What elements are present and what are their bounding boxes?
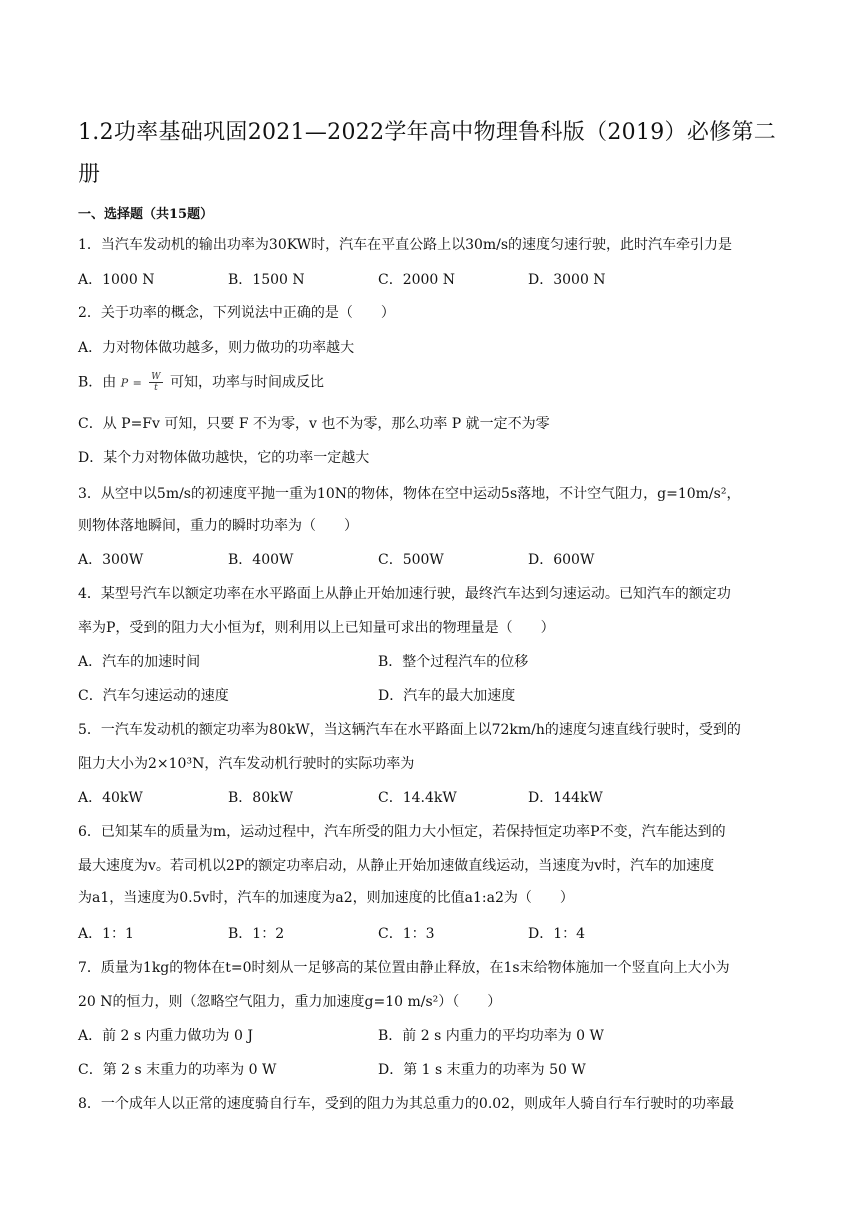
question-7-option-a: A．前 2 s 内重力做功为 0 J xyxy=(78,1028,253,1044)
question-1-option-b: B．1500 N xyxy=(228,272,305,288)
question-2-option-b xyxy=(78,372,324,394)
question-5-line-2: 阻力大小为2×10³N，汽车发动机行驶时的实际功率为 xyxy=(78,756,415,772)
question-4-option-a: A．汽车的加速时间 xyxy=(78,654,201,670)
fraction-numerator: W xyxy=(151,372,161,382)
question-4-option-d: D．汽车的最大加速度 xyxy=(378,688,516,704)
question-4-line-1: 4．某型号汽车以额定功率在水平路面上从静止开始加速行驶，最终汽车达到匀速运动。已知汽车的额定功 xyxy=(78,586,731,602)
formula-p: P xyxy=(120,376,129,390)
question-3-option-c: C．500W xyxy=(378,552,444,568)
question-3-line-2: 则物体落地瞬间，重力的瞬时功率为（ ） xyxy=(78,518,358,534)
question-1-text: 1．当汽车发动机的输出功率为30KW时，汽车在平直公路上以30m/s的速度匀速行驶，此时汽车牵引力是 xyxy=(78,237,733,253)
question-3-option-a: A．300W xyxy=(78,552,144,568)
question-6-line-2: 最大速度为v。若司机以2P的额定功率启动，从静止开始加速做直线运动，当速度为v时，汽车的加速度 xyxy=(78,858,715,874)
option-b-suffix: 可知，功率与时间成反比 xyxy=(170,374,324,391)
question-5-option-a: A．40kW xyxy=(78,790,143,806)
question-7-option-c: C．第 2 s 末重力的功率为 0 W xyxy=(78,1062,277,1078)
question-3-option-d: D．600W xyxy=(528,552,595,568)
formula-equals: = xyxy=(132,376,142,390)
question-6-option-b: B．1：2 xyxy=(228,926,285,942)
question-6-line-1: 6．已知某车的质量为m，运动过程中，汽车所受的阻力大小恒定，若保持恒定功率P不变，汽车能达到的 xyxy=(78,824,726,840)
question-8-line-1: 8．一个成年人以正常的速度骑自行车，受到的阻力为其总重力的0.02，则成年人骑自行车行驶时的功率最 xyxy=(78,1096,735,1112)
question-5-line-1: 5．一汽车发动机的额定功率为80kW，当这辆汽车在水平路面上以72km/h的速度匀速直线行驶时，受到的 xyxy=(78,722,741,738)
question-2-option-c: C．从 P=Fv 可知，只要 F 不为零，v 也不为零，那么功率 P 就一定不为零 xyxy=(78,416,550,432)
question-4-line-2: 率为P，受到的阻力大小恒为f，则利用以上已知量可求出的物理量是（ ） xyxy=(78,620,555,636)
document-title: 1.2功率基础巩固2021—2022学年高中物理鲁科版（2019）必修第二册 xyxy=(78,120,777,187)
question-2-text: 2．关于功率的概念，下列说法中正确的是（ ） xyxy=(78,305,395,321)
section-heading: 一、选择题（共15题） xyxy=(78,207,214,222)
question-4-option-b: B．整个过程汽车的位移 xyxy=(378,654,529,670)
question-2-option-a: A．力对物体做功越多，则力做功的功率越大 xyxy=(78,340,355,356)
question-3-option-b: B．400W xyxy=(228,552,294,568)
question-3-line-1: 3．从空中以5m/s的初速度平抛一重为10N的物体，物体在空中运动5s落地，不计空气阻力，g=10m/s²， xyxy=(78,486,741,502)
question-5-option-c: C．14.4kW xyxy=(378,790,457,806)
formula-fraction xyxy=(149,372,162,393)
question-7-line-2: 20 N的恒力，则（忽略空气阻力，重力加速度g=10 m/s²）（ ） xyxy=(78,994,502,1010)
question-6-option-d: D．1：4 xyxy=(528,926,586,942)
question-7-option-b: B．前 2 s 内重力的平均功率为 0 W xyxy=(378,1028,604,1044)
question-4-option-c: C．汽车匀速运动的速度 xyxy=(78,688,229,704)
question-6-line-3: 为a1，当速度为0.5v时，汽车的加速度为a2，则加速度的比值a1:a2为（ ） xyxy=(78,890,574,906)
question-5-option-d: D．144kW xyxy=(528,790,603,806)
question-5-option-b: B．80kW xyxy=(228,790,293,806)
question-2-option-d: D．某个力对物体做功越快，它的功率一定越大 xyxy=(78,450,370,466)
question-6-option-c: C．1：3 xyxy=(378,926,435,942)
question-1-option-c: C．2000 N xyxy=(378,272,456,288)
fraction-denominator: t xyxy=(154,383,158,393)
question-7-line-1: 7．质量为1kg的物体在t=0时刻从一足够高的某位置由静止释放，在1s末给物体施加一个竖直向上大小为 xyxy=(78,960,730,976)
question-7-option-d: D．第 1 s 末重力的功率为 50 W xyxy=(378,1062,586,1078)
option-b-prefix: B．由 xyxy=(78,374,117,391)
question-1-option-d: D．3000 N xyxy=(528,272,606,288)
question-6-option-a: A．1：1 xyxy=(78,926,134,942)
question-1-option-a: A．1000 N xyxy=(78,272,155,288)
